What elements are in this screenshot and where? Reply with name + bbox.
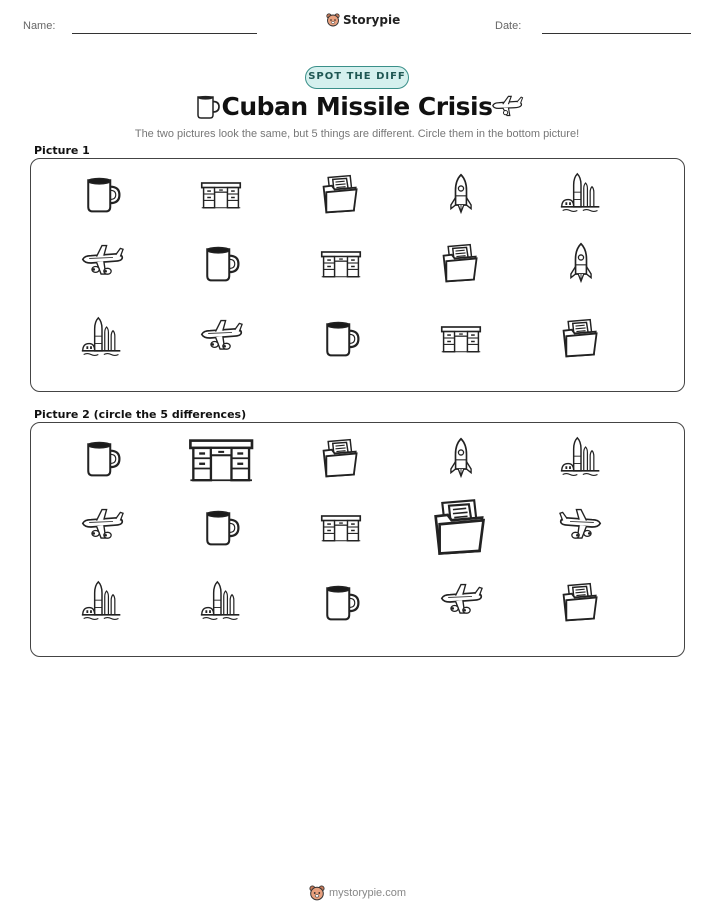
mug-icon <box>199 241 243 285</box>
instructions: The two pictures look the same, but 5 things are different. Circle them in the bottom picture! <box>134 128 580 140</box>
airplane-icon[interactable] <box>559 505 603 549</box>
folder-icon <box>319 172 363 216</box>
desk-icon <box>439 316 483 360</box>
launch-site-icon <box>80 316 124 360</box>
spot-the-diff-badge: SPOT THE DIFF <box>305 66 409 89</box>
date-label: Date: <box>495 20 522 32</box>
rocket-icon <box>559 241 603 285</box>
desk-icon[interactable] <box>319 505 363 549</box>
desk-icon <box>319 241 363 285</box>
picture-1-panel <box>30 158 685 392</box>
airplane-icon[interactable] <box>439 580 483 624</box>
bear-icon <box>309 885 325 901</box>
brand-logo <box>326 13 400 27</box>
folder-icon <box>439 241 483 285</box>
rocket-icon[interactable] <box>439 436 483 480</box>
airplane-icon <box>490 94 524 125</box>
name-line[interactable] <box>72 33 257 34</box>
folder-icon[interactable] <box>559 580 603 624</box>
name-label: Name: <box>23 20 56 32</box>
launch-site-icon[interactable] <box>199 580 243 624</box>
rocket-icon <box>439 172 483 216</box>
bear-icon <box>326 13 340 27</box>
folder-icon <box>559 316 603 360</box>
picture-2-panel[interactable] <box>30 422 685 657</box>
footer <box>309 885 406 901</box>
launch-site-icon <box>559 172 603 216</box>
airplane-icon[interactable] <box>80 505 124 549</box>
mug-icon <box>319 316 363 360</box>
mug-icon[interactable] <box>80 436 124 480</box>
mug-icon <box>80 172 124 216</box>
picture-2-label: Picture 2 (circle the 5 differences) <box>34 408 247 421</box>
desk-icon[interactable] <box>186 423 256 493</box>
brand-name: Storypie <box>343 13 401 27</box>
airplane-icon <box>199 316 243 360</box>
airplane-icon <box>80 241 124 285</box>
folder-icon[interactable] <box>429 495 493 559</box>
launch-site-icon[interactable] <box>559 436 603 480</box>
mug-icon[interactable] <box>319 580 363 624</box>
mug-icon[interactable] <box>199 505 243 549</box>
launch-site-icon[interactable] <box>80 580 124 624</box>
picture-1-label: Picture 1 <box>34 144 90 157</box>
page-title: Cuban Missile Crisis <box>221 92 493 121</box>
footer-url: mystorypie.com <box>329 887 407 899</box>
folder-icon[interactable] <box>319 436 363 480</box>
date-line[interactable] <box>542 33 691 34</box>
desk-icon <box>199 172 243 216</box>
